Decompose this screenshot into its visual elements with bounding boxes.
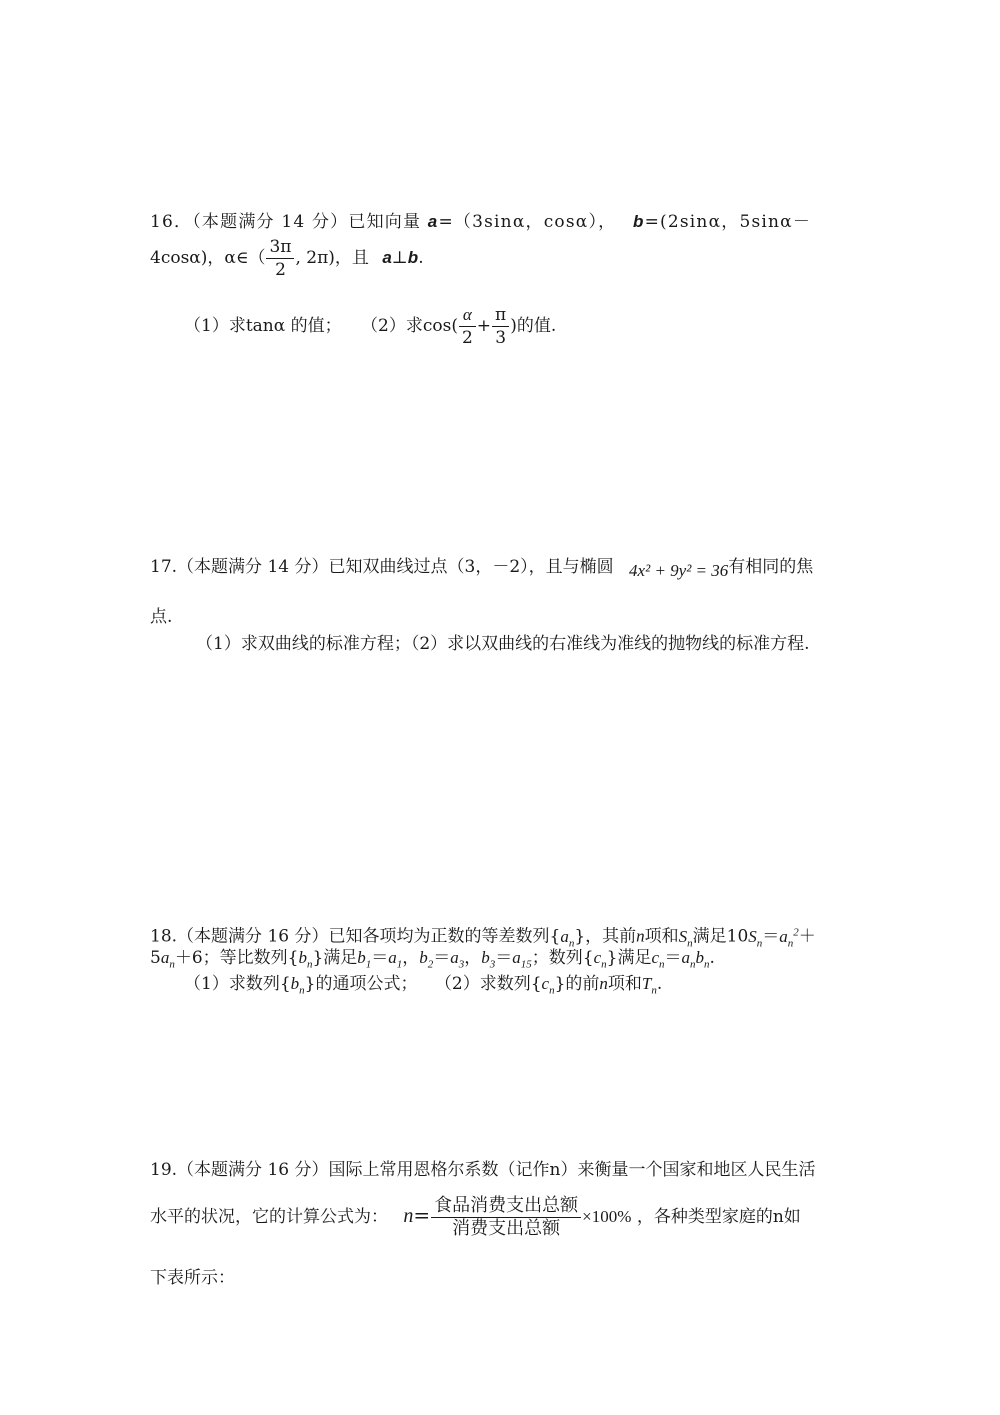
q19-line2-end: ，各种类型家庭的n如: [636, 1207, 801, 1227]
q18-text: }，其前: [574, 926, 637, 947]
q16-points: （本题满分 14 分）: [192, 212, 349, 232]
q18-var-b-n: $b_n$: [290, 974, 305, 997]
q18-text: }满足: [312, 948, 358, 968]
q18-var-n: n: [636, 926, 645, 946]
q19-line1: 国际上常用恩格尔系数（记作n）来衡量一个国家和地区人民生活: [328, 1160, 816, 1180]
q19-var-n: n: [403, 1205, 414, 1227]
q17-line1: [150, 555, 813, 579]
q18-text: 满足10: [692, 926, 749, 947]
q16-subquestions: [184, 304, 556, 349]
q17-ellipse-equation: 4x² + 9y² = 36: [629, 561, 729, 580]
q16-line2: [150, 236, 424, 281]
q18-var-c-n: $c_n$: [651, 948, 665, 971]
fraction-numerator: α: [459, 304, 476, 327]
q16-fraction-3pi-over-2: [266, 236, 294, 281]
q18-sub2: 项和: [607, 974, 642, 994]
q18-text: ＝: [762, 926, 780, 947]
q16-vector-b-value: =(2sinα，5sinα－: [644, 212, 812, 232]
q16-sub2-lead: （2）求cos(: [361, 316, 458, 336]
q16-number: 16．: [150, 212, 193, 232]
q17-stem-end: 有相同的焦: [728, 557, 814, 577]
q18-var-b-3: $b_3$: [481, 948, 496, 971]
q18-text: .: [709, 948, 715, 968]
fraction-numerator: 食品消费支出总额: [431, 1195, 581, 1218]
q16-plus: +: [476, 316, 492, 336]
q19-line1: [150, 1158, 815, 1182]
q18-text: ，: [464, 948, 482, 968]
q16-vector-a: a: [427, 212, 439, 231]
q18-var-c-n: $c_n$: [593, 948, 607, 971]
fraction-numerator: 3π: [266, 236, 294, 259]
q18-var-n: n: [599, 974, 608, 993]
q18-var-a-n: $a_n$: [160, 948, 175, 971]
q18-sub2: }的前: [554, 974, 600, 994]
q16-fraction-pi-over-3: [492, 304, 509, 349]
q17-line2: [150, 605, 172, 629]
q17-number: 17.: [150, 557, 178, 577]
q18-text: ，: [402, 948, 420, 968]
q18-var-b-2: $b_2$: [419, 948, 434, 971]
q19-number: 19.: [150, 1160, 178, 1180]
q19-line3: [150, 1266, 235, 1290]
q19-line2-lead: 水平的状况，它的计算公式为：: [150, 1207, 388, 1227]
q18-text: ＝: [371, 948, 389, 968]
q16-sub1: （1）求tanα 的值；: [184, 316, 342, 336]
q19-line2: [150, 1195, 801, 1240]
q16-vector-b: b: [632, 212, 645, 231]
q16-line2-mid: , 2π)，且: [295, 248, 369, 268]
q18-text: ＝: [664, 948, 682, 968]
q17-subquestions: [196, 632, 810, 656]
q18-sub2: .: [656, 974, 663, 994]
q17-points: （本题满分 14 分）: [177, 557, 329, 577]
fraction-denominator: 2: [461, 328, 473, 348]
q18-text: ＝: [495, 948, 513, 968]
q16-line2-start: 4cosα)，α∈（: [150, 248, 266, 268]
q18-var-T-n: $T_n$: [641, 974, 657, 997]
q19-engel-fraction: [431, 1195, 581, 1240]
q18-var-S-n: $S_n$: [748, 926, 763, 950]
q18-text: 已知各项均为正数的等差数列{: [328, 926, 561, 947]
q18-var-a-15: $a_{15}$: [512, 948, 532, 971]
q18-text: }满足: [606, 948, 652, 968]
fraction-denominator: 2: [275, 260, 286, 280]
q18-var-b-n: $b_n$: [298, 948, 313, 971]
q19-times-percent: ×100%: [582, 1207, 632, 1226]
q18-text: ＋: [798, 926, 816, 947]
q18-var-S-n: $S_n$: [678, 926, 693, 950]
q16-perp-b: b: [407, 248, 419, 267]
q18-text: ＋6；等比数列{: [174, 948, 299, 968]
q18-var-a-3: $a_3$: [450, 948, 465, 971]
q19-equals: =: [413, 1203, 431, 1227]
q18-text: 项和: [644, 926, 679, 947]
q17-stem: 已知双曲线过点（3，－2），且与椭圆: [328, 557, 614, 577]
q18-subquestions: [184, 972, 662, 1002]
q16-fraction-alpha-over-2: [459, 304, 476, 349]
q17-stem-line2: 点.: [150, 607, 173, 627]
q18-var-a-n-squared: $a_n^2$: [779, 926, 799, 950]
q18-sub1: （1）求数列{: [184, 974, 291, 994]
q16-perp-a: a: [382, 248, 392, 267]
q16-perp-end: .: [418, 248, 424, 268]
q18-number: 18.: [150, 926, 178, 947]
q18-var-b-1: $b_1$: [357, 948, 372, 971]
q18-text: 5: [150, 948, 161, 968]
q16-line1: [150, 210, 811, 234]
q19-line3: 下表所示：: [150, 1268, 235, 1288]
q18-var-a-n: $a_n$: [560, 926, 575, 950]
q18-var-a-1: $a_1$: [388, 948, 403, 971]
q18-var-a-n-b-n: $a_nb_n$: [681, 948, 710, 971]
q18-text: ；数列{: [531, 948, 594, 968]
fraction-denominator: 3: [495, 328, 507, 348]
q18-var-c-n: $c_n$: [541, 974, 555, 997]
fraction-denominator: 消费支出总额: [452, 1218, 561, 1239]
q16-vector-a-value: =（3sinα，cosα），: [438, 212, 617, 232]
q18-points: （本题满分 16 分）: [177, 926, 329, 947]
q18-sub2: （2）求数列{: [434, 974, 542, 994]
q16-stem-lead: 已知向量: [348, 212, 422, 232]
fraction-numerator: π: [492, 304, 509, 327]
q18-sub1: }的通项公式；: [304, 974, 418, 994]
q19-points: （本题满分 16 分）: [177, 1160, 329, 1180]
q17-subs: （1）求双曲线的标准方程；（2）求以双曲线的右准线为准线的抛物线的标准方程.: [196, 634, 810, 654]
q16-perp-symbol: ⊥: [391, 248, 408, 268]
q16-sub2-end: )的值.: [510, 316, 557, 336]
q18-text: ＝: [433, 948, 451, 968]
